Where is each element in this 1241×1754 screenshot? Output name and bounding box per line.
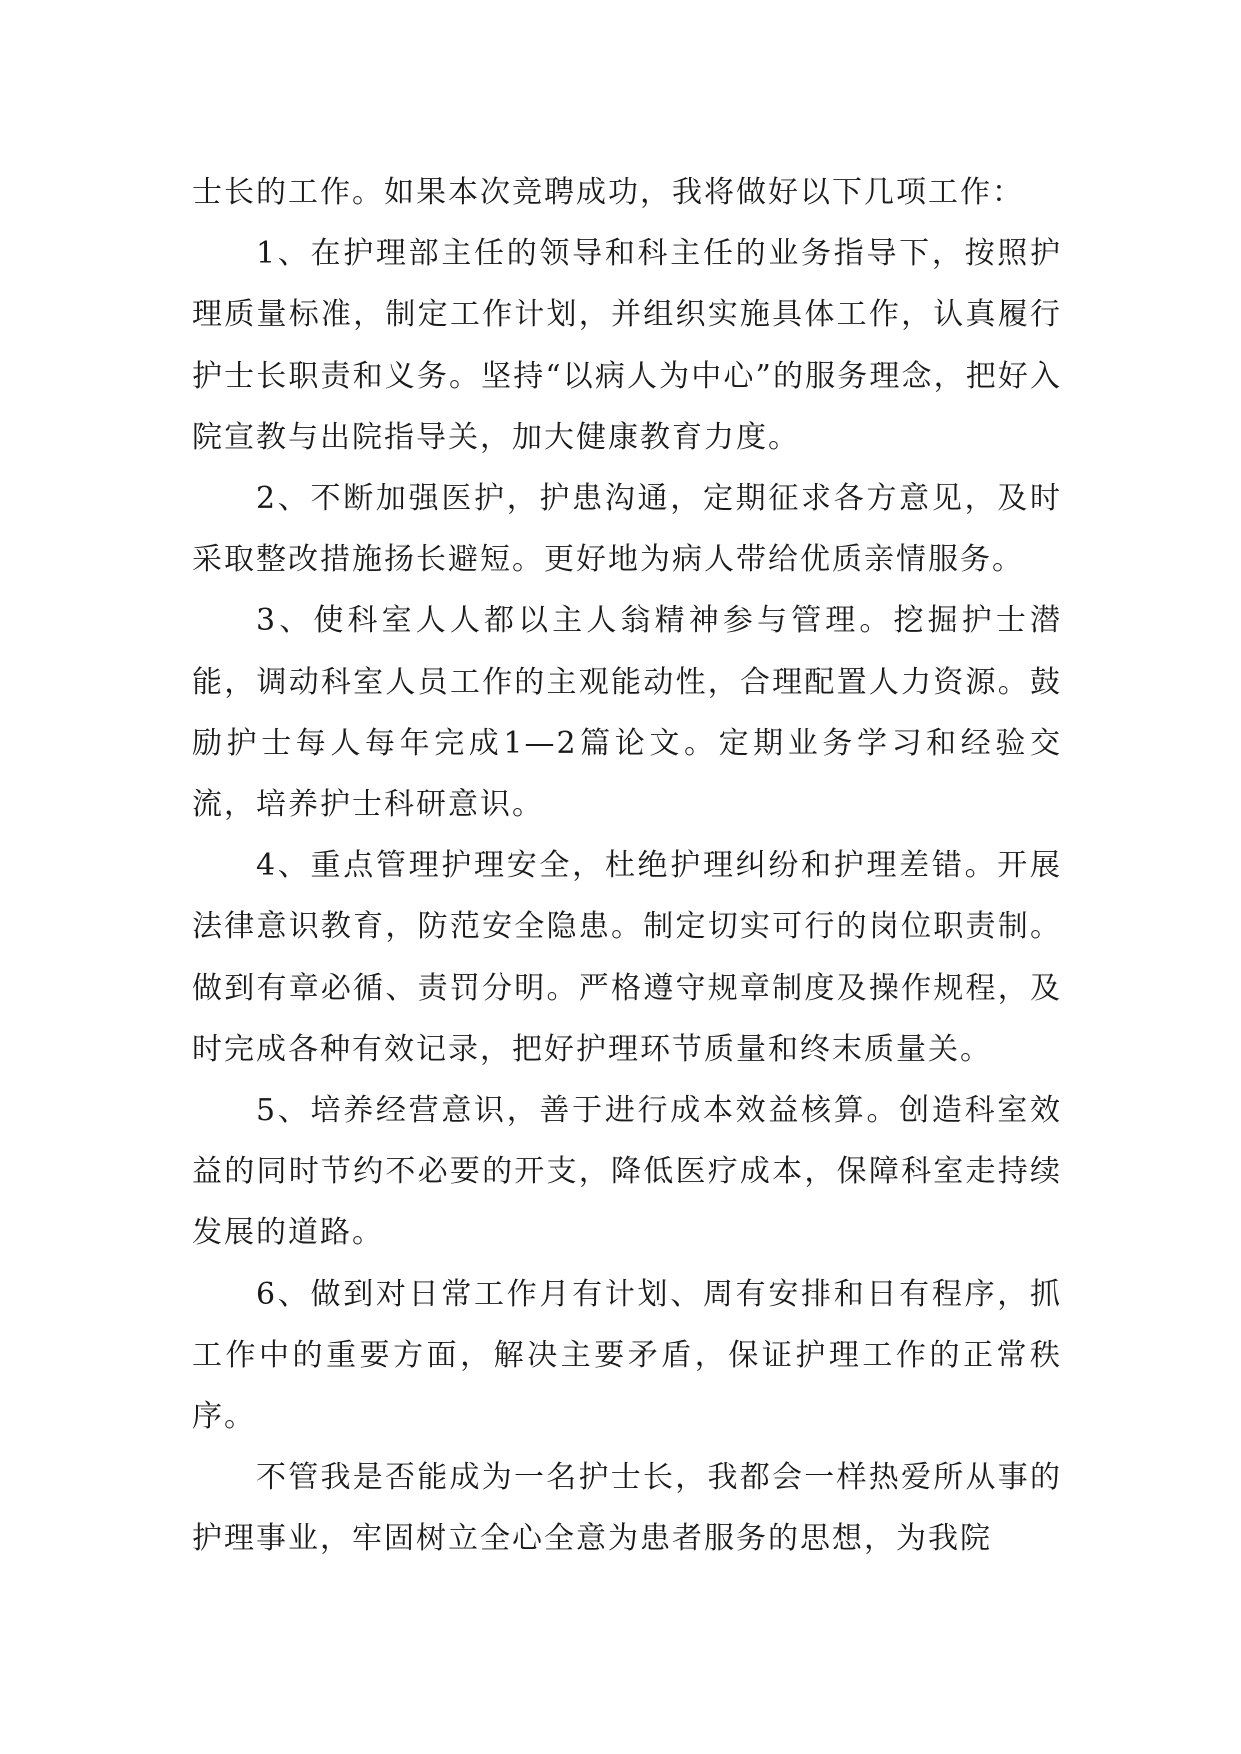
paragraph-item-6: 6、做到对日常工作月有计划、周有安排和日有程序，抓工作中的重要方面，解决主要矛盾，保证护理工作的正常秩序。 [192, 1276, 1062, 1435]
paragraph-item-4: 4、重点管理护理安全，杜绝护理纠纷和护理差错。开展法律意识教育，防范安全隐患。制定切实可行的岗位职责制。做到有章必循、责罚分明。严格遵守规章制度及操作规程，及时完成各种有效记录，把好护理环节质量和终末质量关。 [192, 848, 1062, 1067]
paragraph-item-1: 1、在护理部主任的领导和科主任的业务指导下，按照护理质量标准，制定工作计划，并组织实施具体工作，认真履行护士长职责和义务。坚持“以病人为中心”的服务理念，把好入院宣教与出院指导关，加大健康教育力度。 [192, 236, 1062, 455]
paragraph-item-5: 5、培养经营意识，善于进行成本效益核算。创造科室效益的同时节约不必要的开支，降低医疗成本，保障科室走持续发展的道路。 [192, 1093, 1062, 1251]
paragraph-item-2: 2、不断加强医护，护患沟通，定期征求各方意见，及时采取整改措施扬长避短。更好地为病人带给优质亲情服务。 [192, 481, 1062, 578]
body-text [192, 162, 1062, 1570]
paragraph-closing: 不管我是否能成为一名护士长，我都会一样热爱所从事的护理事业，牢固树立全心全意为患者服务的思想，为我院 [192, 1460, 1062, 1557]
paragraph-item-3: 3、使科室人人都以主人翁精神参与管理。挖掘护士潜能，调动科室人员工作的主观能动性，合理配置人力资源。鼓励护士每人每年完成1—2篇论文。定期业务学习和经验交流，培养护士科研意识。 [192, 603, 1062, 823]
paragraph-continuation: 士长的工作。如果本次竞聘成功，我将做好以下几项工作： [192, 175, 1024, 210]
